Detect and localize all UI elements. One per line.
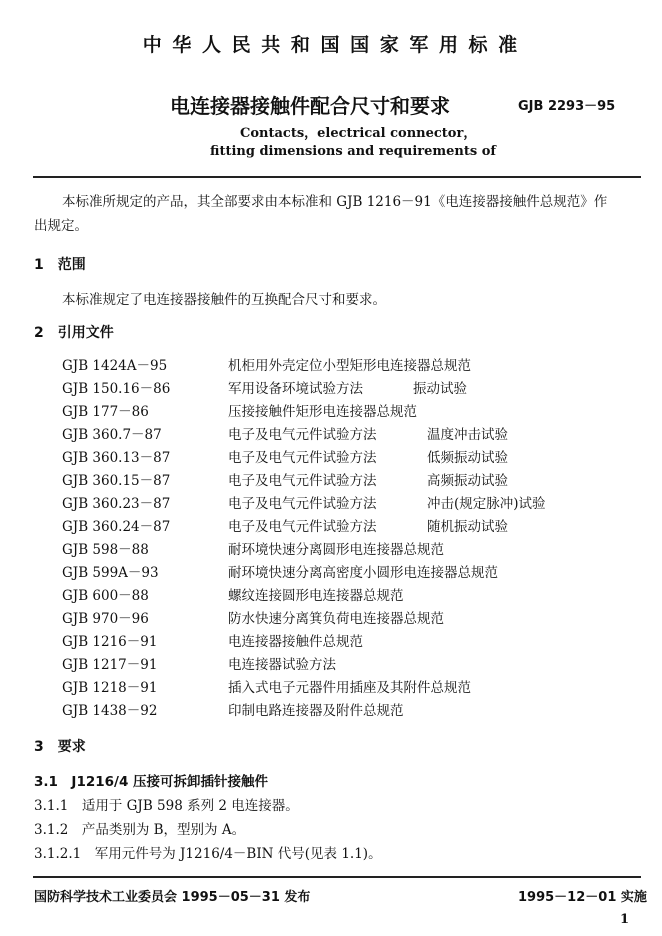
header-divider: [33, 176, 641, 178]
reference-code: GJB 1438－92: [62, 703, 158, 719]
issued-by: 国防科学技术工业委员会 1995－05－31 发布: [34, 890, 311, 905]
section-1-text: 本标准规定了电连接器接触件的互换配合尺寸和要求。: [62, 292, 386, 308]
reference-code: GJB 1216－91: [62, 634, 158, 650]
reference-title: 机柜用外壳定位小型矩形电连接器总规范: [228, 358, 471, 374]
intro-line-2: 出规定。: [34, 218, 88, 234]
reference-title: 耐环境快速分离圆形电连接器总规范: [228, 542, 444, 558]
reference-code: GJB 598－88: [62, 542, 149, 558]
reference-subtitle: 随机振动试验: [427, 519, 508, 535]
page-number: 1: [620, 912, 630, 927]
document-title: 电连接器接触件配合尺寸和要求: [170, 94, 450, 118]
reference-subtitle: 低频振动试验: [427, 450, 508, 466]
reference-subtitle: 振动试验: [413, 381, 467, 397]
section-2-heading: 2 引用文件: [34, 325, 114, 341]
reference-title: 电连接器接触件总规范: [228, 634, 363, 650]
reference-code: GJB 360.7－87: [62, 427, 162, 443]
reference-code: GJB 360.13－87: [62, 450, 171, 466]
reference-title: 军用设备环境试验方法: [228, 381, 363, 397]
reference-title: 压接接触件矩形电连接器总规范: [228, 404, 417, 420]
requirement-3-1: 3.1 J1216/4 压接可拆卸插针接触件: [34, 774, 269, 790]
reference-code: GJB 360.15－87: [62, 473, 171, 489]
reference-title: 电子及电气元件试验方法: [228, 427, 377, 443]
reference-code: GJB 360.23－87: [62, 496, 171, 512]
section-1-heading: 1 范围: [34, 257, 86, 273]
reference-subtitle: 高频振动试验: [427, 473, 508, 489]
reference-code: GJB 150.16－86: [62, 381, 171, 397]
english-title-line2: fitting dimensions and requirements of: [210, 144, 496, 159]
section-3-heading: 3 要求: [34, 739, 86, 755]
reference-code: GJB 599A－93: [62, 565, 159, 581]
reference-title: 电连接器试验方法: [228, 657, 336, 673]
reference-code: GJB 360.24－87: [62, 519, 171, 535]
requirement-3-1-1: 3.1.1 适用于 GJB 598 系列 2 电连接器。: [34, 798, 299, 814]
reference-code: GJB 1424A－95: [62, 358, 168, 374]
reference-title: 电子及电气元件试验方法: [228, 473, 377, 489]
english-title-line1: Contacts，electrical connector，: [240, 126, 477, 141]
reference-code: GJB 1217－91: [62, 657, 158, 673]
reference-title: 防水快速分离箕负荷电连接器总规范: [228, 611, 444, 627]
reference-subtitle: 冲击(规定脉冲)试验: [427, 496, 546, 512]
reference-title: 插入式电子元器件用插座及其附件总规范: [228, 680, 471, 696]
effective-date: 1995－12－01 实施: [518, 890, 647, 905]
reference-title: 电子及电气元件试验方法: [228, 496, 377, 512]
reference-code: GJB 177－86: [62, 404, 149, 420]
requirement-3-1-2-1: 3.1.2.1 军用元件号为 J1216/4－BIN 代号(见表 1.1)。: [34, 846, 382, 862]
standard-banner: 中 华 人 民 共 和 国 国 家 军 用 标 准: [142, 34, 520, 56]
reference-code: GJB 1218－91: [62, 680, 158, 696]
reference-title: 印制电路连接器及附件总规范: [228, 703, 404, 719]
intro-line-1: 本标准所规定的产品，其全部要求由本标准和 GJB 1216－91《电连接器接触件总规范》作: [62, 194, 608, 210]
reference-title: 电子及电气元件试验方法: [228, 450, 377, 466]
standard-number: GJB 2293－95: [518, 99, 616, 114]
footer-divider: [33, 876, 641, 878]
reference-subtitle: 温度冲击试验: [427, 427, 508, 443]
reference-code: GJB 600－88: [62, 588, 149, 604]
reference-title: 电子及电气元件试验方法: [228, 519, 377, 535]
requirement-3-1-2: 3.1.2 产品类别为 B，型别为 A。: [34, 822, 246, 838]
reference-code: GJB 970－96: [62, 611, 149, 627]
reference-title: 螺纹连接圆形电连接器总规范: [228, 588, 404, 604]
reference-title: 耐环境快速分离高密度小圆形电连接器总规范: [228, 565, 498, 581]
